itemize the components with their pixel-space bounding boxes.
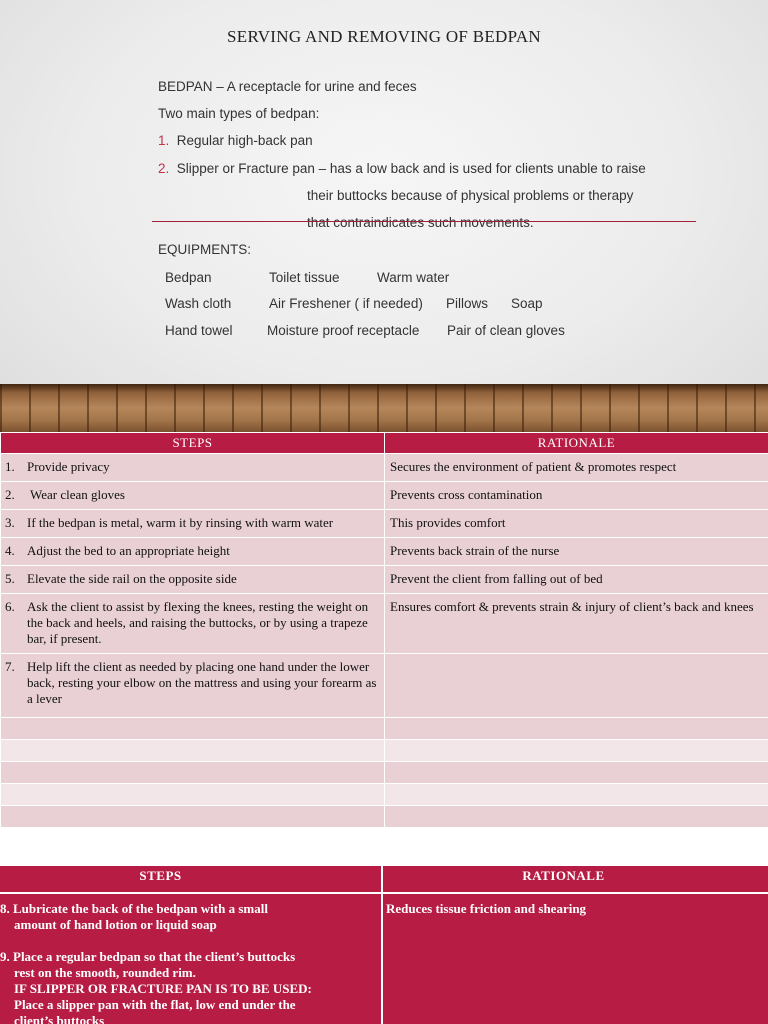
step-9: 9. Place a regular bedpan so that the client’s buttocks [0, 949, 296, 964]
column-divider [381, 866, 383, 1024]
step-9-continuation: rest on the smooth, rounded rim. [14, 965, 196, 980]
table-row [1, 566, 768, 594]
type-item-1 [158, 133, 313, 148]
type-item-2 [158, 161, 646, 176]
equipment-item: Soap [511, 296, 543, 311]
rationale-text: Secures the environment of patient & promotes respect [385, 454, 768, 482]
equipment-item: Pillows [446, 296, 489, 311]
step-9-slipper-continuation: client’s buttocks [14, 1013, 105, 1024]
rationale-8: Reduces tissue friction and shearing [386, 901, 587, 916]
step-text: Help lift the client as needed by placing one hand under the lower back, resting your elbow on the mattress and using your forearm as a lever [27, 659, 377, 706]
step-8-continuation: amount of hand lotion or liquid soap [14, 917, 217, 932]
slide-steps-table [0, 432, 768, 864]
step-text: Elevate the side rail on the opposite side [27, 571, 237, 586]
step-text: Provide privacy [27, 459, 110, 474]
table-header-row [1, 433, 768, 454]
table-row-empty [1, 806, 768, 828]
type-item-2-continuation: their buttocks because of physical problems or therapy [307, 188, 634, 203]
type-number: 1. [158, 133, 170, 148]
rationale-text: Prevents back strain of the nurse [385, 538, 768, 566]
table-row [1, 594, 768, 654]
step-text: If the bedpan is metal, warm it by rinsing with warm water [27, 515, 334, 530]
page-title: SERVING AND REMOVING OF BEDPAN [227, 27, 541, 46]
steps-header: STEPS [139, 868, 182, 883]
equipment-item: Warm water [377, 270, 450, 285]
wooden-floor-image [0, 384, 768, 432]
step-number: 4. [5, 543, 15, 558]
step-text: Wear clean gloves [27, 487, 125, 502]
table-row [1, 454, 768, 482]
table-row-empty [1, 718, 768, 740]
step-number: 2. [5, 487, 15, 502]
divider-line [152, 221, 696, 222]
step-9-slipper-text: Place a slipper pan with the flat, low end under the [14, 997, 296, 1012]
rationale-text: Ensures comfort & prevents strain & injury of client’s back and knees [385, 594, 768, 654]
step-number: 6. [5, 599, 15, 614]
slide-steps-continued [0, 866, 768, 1024]
table-row [1, 538, 768, 566]
step-text: Ask the client to assist by flexing the knees, resting the weight on the back and heels, and raising the buttocks, or by using a trapeze bar, if present. [27, 599, 369, 646]
steps-table [0, 432, 768, 828]
table-row [1, 654, 768, 718]
rationale-text [385, 654, 768, 718]
equipment-item: Wash cloth [165, 296, 232, 311]
equipment-item: Hand towel [165, 323, 233, 338]
slide-intro [0, 0, 768, 432]
table-row-empty [1, 762, 768, 784]
rationale-text: Prevents cross contamination [385, 482, 768, 510]
rationale-text: Prevent the client from falling out of bed [385, 566, 768, 594]
step-number: 1. [5, 459, 15, 474]
step-9-slipper-heading: IF SLIPPER OR FRACTURE PAN IS TO BE USED: [14, 981, 312, 996]
bedpan-definition: BEDPAN – A receptacle for urine and feces [158, 79, 417, 94]
type-text: Slipper or Fracture pan – has a low back and is used for clients unable to raise [176, 161, 646, 176]
table-row-empty [1, 784, 768, 806]
equipment-item: Air Freshener ( if needed) [269, 296, 423, 311]
equipment-item: Pair of clean gloves [447, 323, 565, 338]
table-row-empty [1, 740, 768, 762]
rationale-header: RATIONALE [385, 433, 768, 454]
type-number: 2. [158, 161, 170, 176]
step-number: 7. [5, 659, 15, 674]
step-text: Adjust the bed to an appropriate height [27, 543, 230, 558]
types-heading: Two main types of bedpan: [158, 106, 320, 121]
step-8: 8. Lubricate the back of the bedpan with a small [0, 901, 268, 916]
equipment-item: Toilet tissue [269, 270, 340, 285]
equipments-heading: EQUIPMENTS: [158, 242, 252, 257]
table-row [1, 510, 768, 538]
step-number: 3. [5, 515, 15, 530]
header-divider [0, 892, 768, 894]
rationale-header: RATIONALE [522, 868, 605, 883]
equipment-item: Bedpan [165, 270, 212, 285]
type-text: Regular high-back pan [176, 133, 313, 148]
table-row [1, 482, 768, 510]
type-item-2-continuation: that contraindicates such movements. [307, 215, 534, 230]
rationale-text: This provides comfort [385, 510, 768, 538]
steps-header: STEPS [1, 433, 385, 454]
step-number: 5. [5, 571, 15, 586]
equipment-item: Moisture proof receptacle [267, 323, 420, 338]
